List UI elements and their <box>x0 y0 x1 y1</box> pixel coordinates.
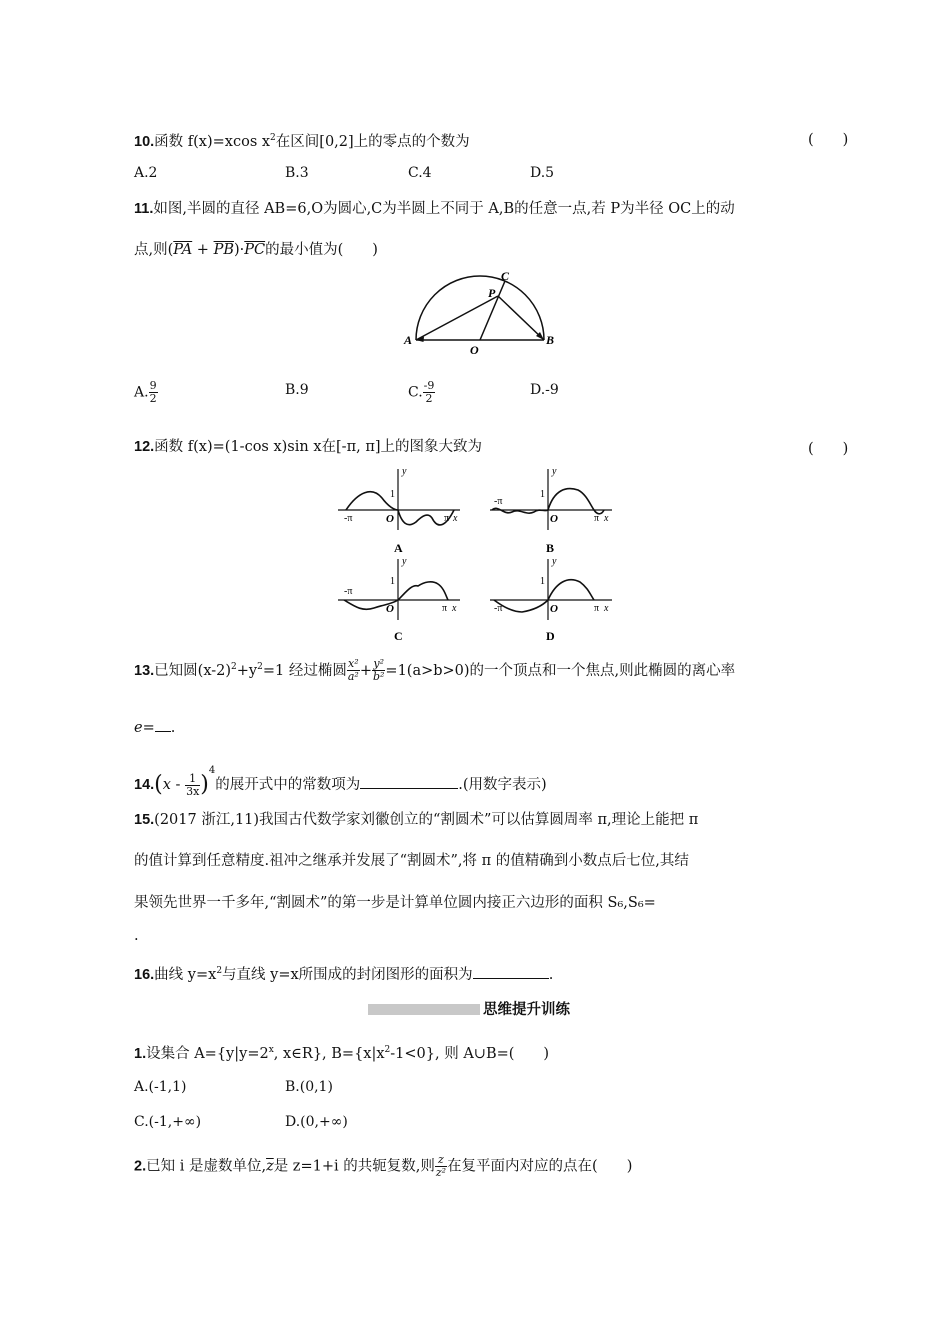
option-d: D.-9 <box>530 382 559 398</box>
semicircle-figure <box>400 268 560 356</box>
svg-text:π: π <box>444 513 450 524</box>
svg-text:O: O <box>550 513 558 525</box>
graph-c <box>338 556 460 642</box>
vector-pb: $\overline{PB}$ <box>213 242 234 258</box>
question-16-stem: 16.曲线 $y=x^2$与直线 y=x所围成的封闭图形的面积为 . <box>134 961 553 985</box>
svg-text:B: B <box>546 541 555 555</box>
svg-text:O: O <box>386 513 394 525</box>
option-d: D.5 <box>530 165 555 181</box>
svg-text:x: x <box>604 603 609 614</box>
section-divider-bar <box>368 1004 480 1015</box>
question-15-line2: 的值计算到任意精度.祖冲之继承并发展了“割圆术”,将 π 的值精确到小数点后七位,其结 <box>134 853 689 869</box>
option-b: B.3 <box>285 165 309 181</box>
question-11-stem-line2: 点,则$(\overline{PA} + \overline{PB})\cdot\overline{PC}$的最小值为( ) <box>134 242 378 258</box>
question-15-stem: 15.(2017 浙江,11)我国古代数学家刘徽创立的“割圆术”可以估算圆周率 π,理论上能把 π <box>134 812 699 828</box>
option-b: B.9 <box>285 382 309 398</box>
svg-text:y: y <box>402 556 407 567</box>
question-11-stem: 11.如图,半圆的直径 AB=6,O为圆心,C为半圆上不同于 A,B的任意一点,若 P为半径 OC上的动 <box>134 201 735 217</box>
svg-text:O: O <box>550 603 558 615</box>
question-15-line3: 果领先世界一千多年,“割圆术”的第一步是计算单位圆内接正六边形的面积 S₆,S₆= <box>134 895 656 911</box>
question-10-stem: 10.函数 f(x)=xcos $x^2$在区间[0,2]上的零点的个数为 <box>134 133 470 150</box>
svg-text:y: y <box>402 466 407 477</box>
label-o: O <box>470 343 479 356</box>
option-c: C.(-1,+∞) <box>134 1114 202 1130</box>
section-title: 思维提升训练 <box>483 1002 570 1018</box>
svg-text:π: π <box>594 513 600 524</box>
question-number: 2. <box>134 1158 147 1175</box>
question-number: 11. <box>134 201 154 217</box>
svg-text:x: x <box>452 603 457 614</box>
question-12-stem: 12.函数 f(x)=(1-cos x)sin x在[-π, π]上的图象大致为 <box>134 439 482 455</box>
answer-paren: ( ) <box>808 132 849 148</box>
svg-text:-π: -π <box>344 513 353 524</box>
answer-blank[interactable] <box>360 774 458 789</box>
option-a: A.2 <box>134 165 158 181</box>
svg-text:x: x <box>604 513 609 524</box>
svg-text:1: 1 <box>540 576 545 587</box>
question-number: 14. <box>134 777 155 793</box>
svg-text:1: 1 <box>390 489 395 500</box>
svg-text:1: 1 <box>390 576 395 587</box>
question-number: 10. <box>134 133 155 150</box>
vector-pc: $\overline{PC}$ <box>244 242 266 258</box>
label-c: C <box>501 269 510 283</box>
label-b: B <box>546 333 555 347</box>
question-number: 15. <box>134 812 155 828</box>
svg-text:A: A <box>394 541 403 555</box>
function-graphs-figure <box>332 464 622 642</box>
svg-text:y: y <box>552 556 557 567</box>
svg-text:-π: -π <box>494 496 503 507</box>
question-15-line4: . <box>134 928 139 944</box>
svg-text:-π: -π <box>344 586 353 597</box>
svg-text:D: D <box>546 629 555 642</box>
option-b: B.(0,1) <box>285 1079 333 1095</box>
question-number: 16. <box>134 966 155 983</box>
svg-text:π: π <box>594 603 600 614</box>
question-13-answer-line: e= . <box>134 717 175 738</box>
label-a: A <box>404 333 413 347</box>
option-c: C. $\frac{-9}{2}$ <box>408 379 435 405</box>
svg-text:-π: -π <box>494 603 503 614</box>
option-c: C.4 <box>408 165 432 181</box>
vector-pa: $\overline{PA}$ <box>173 242 193 258</box>
problem-1-stem: 1.设集合 $A=\{y|y=2^x$, x∈R}, $B=\{x|x^2-1<0\}$, 则 A∪B=( ) <box>134 1045 550 1062</box>
question-13-stem: 13.已知圆$(x-2)^2+y^2=1$ 经过椭圆 $\frac{\text{x²}}{\text{a²}}$ + $\frac{\text{y²}}{\text{b²}}$ =1(a>b>0)的一个顶点和一个焦点,则此椭圆的离心率 <box>134 657 736 684</box>
label-p: P <box>488 286 496 300</box>
question-number: 13. <box>134 662 155 679</box>
graph-d <box>490 556 612 642</box>
question-14-stem: 14.(x - $\frac{1}{3x}$ )$^4$的展开式中的常数项为 .(用数字表示) <box>134 765 547 798</box>
svg-text:π: π <box>442 603 448 614</box>
svg-text:x: x <box>453 513 458 524</box>
answer-paren: ( ) <box>808 441 849 457</box>
svg-text:y: y <box>552 466 557 477</box>
svg-text:O: O <box>386 603 394 615</box>
answer-blank[interactable] <box>155 717 171 732</box>
option-a: A. $\frac{9}{2}$ <box>134 379 157 405</box>
option-a: A.(-1,1) <box>134 1079 187 1095</box>
svg-text:1: 1 <box>540 489 545 500</box>
svg-text:C: C <box>394 629 403 642</box>
answer-blank[interactable] <box>473 964 549 979</box>
problem-2-stem: 2.已知 i 是虚数单位$,\overline{z}$是 z=1+i 的共轭复数,则 $\frac{z}{\text{z²}}$ 在复平面内对应的点在( ) <box>134 1153 633 1179</box>
graph-a <box>338 466 460 555</box>
graph-b <box>490 466 612 555</box>
question-number: 12. <box>134 439 155 455</box>
option-d: D.(0,+∞) <box>285 1114 348 1130</box>
question-number: 1. <box>134 1045 147 1062</box>
